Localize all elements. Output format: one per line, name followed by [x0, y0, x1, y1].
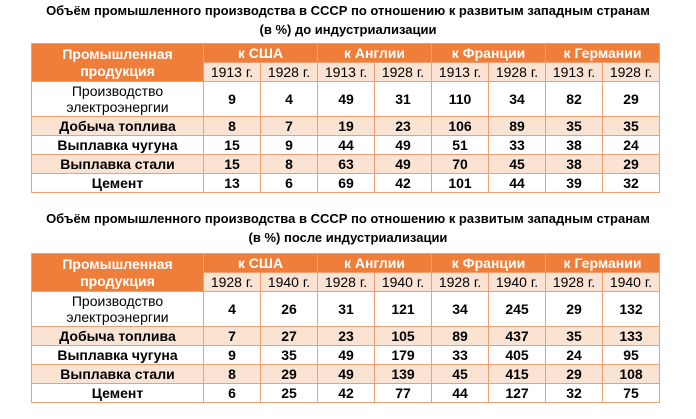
header-year: 1940 г.	[375, 273, 432, 292]
cell-value: 29	[546, 292, 603, 327]
cell-value: 45	[489, 155, 546, 174]
row-label: Выплавка стали	[32, 365, 204, 384]
cell-value: 33	[489, 136, 546, 155]
cell-value: 101	[432, 174, 489, 193]
cell-value: 415	[489, 365, 546, 384]
cell-value: 38	[546, 136, 603, 155]
cell-value: 8	[261, 155, 318, 174]
cell-value: 39	[546, 174, 603, 193]
cell-value: 4	[204, 292, 261, 327]
cell-value: 9	[261, 136, 318, 155]
cell-value: 105	[375, 327, 432, 346]
cell-value: 25	[261, 384, 318, 403]
cell-value: 35	[603, 117, 660, 136]
table-row	[32, 384, 660, 403]
cell-value: 77	[375, 384, 432, 403]
row-label: Цемент	[32, 174, 204, 193]
cell-value: 42	[318, 384, 375, 403]
cell-value: 437	[489, 327, 546, 346]
cell-value: 35	[261, 346, 318, 365]
header-year: 1928 г.	[318, 273, 375, 292]
cell-value: 34	[489, 82, 546, 117]
cell-value: 38	[546, 155, 603, 174]
row-label: Производство электроэнергии	[32, 292, 204, 327]
table-row	[32, 155, 660, 174]
header-year: 1928 г.	[204, 273, 261, 292]
cell-value: 63	[318, 155, 375, 174]
table-row	[32, 136, 660, 155]
cell-value: 29	[603, 155, 660, 174]
cell-value: 8	[204, 117, 261, 136]
cell-value: 405	[489, 346, 546, 365]
header-year: 1913 г.	[204, 63, 261, 82]
cell-value: 45	[432, 365, 489, 384]
header-product: Промышленная продукция	[32, 44, 204, 82]
header-country: к Англии	[318, 44, 432, 63]
header-year: 1913 г.	[432, 63, 489, 82]
row-label: Добыча топлива	[32, 327, 204, 346]
cell-value: 8	[204, 365, 261, 384]
cell-value: 27	[261, 327, 318, 346]
cell-value: 15	[204, 136, 261, 155]
cell-value: 121	[375, 292, 432, 327]
cell-value: 132	[603, 292, 660, 327]
cell-value: 31	[375, 82, 432, 117]
cell-value: 49	[318, 82, 375, 117]
title-line-2: (в %) до индустриализации	[259, 22, 437, 37]
row-label: Цемент	[32, 384, 204, 403]
header-country: к Франции	[432, 44, 546, 63]
header-country: к США	[204, 44, 318, 63]
header-year: 1913 г.	[318, 63, 375, 82]
cell-value: 35	[546, 117, 603, 136]
row-label: Выплавка чугуна	[32, 136, 204, 155]
title-line-1: Объём промышленного производства в СССР по отношению к развитым западным странам	[46, 211, 650, 226]
data-table	[31, 253, 660, 403]
cell-value: 44	[489, 174, 546, 193]
table-row	[32, 327, 660, 346]
cell-value: 6	[261, 174, 318, 193]
cell-value: 139	[375, 365, 432, 384]
title-line-1: Объём промышленного производства в СССР по отношению к развитым западным странам	[46, 3, 650, 18]
cell-value: 89	[432, 327, 489, 346]
title-line-2: (в %) после индустриализации	[248, 230, 448, 245]
table-row	[32, 365, 660, 384]
cell-value: 106	[432, 117, 489, 136]
header-country: к Франции	[432, 254, 546, 273]
cell-value: 19	[318, 117, 375, 136]
header-year: 1928 г.	[546, 273, 603, 292]
table-block-after	[0, 208, 696, 401]
cell-value: 133	[603, 327, 660, 346]
cell-value: 32	[546, 384, 603, 403]
cell-value: 35	[546, 327, 603, 346]
table-title	[0, 208, 696, 247]
cell-value: 6	[204, 384, 261, 403]
cell-value: 44	[318, 136, 375, 155]
cell-value: 110	[432, 82, 489, 117]
cell-value: 23	[375, 117, 432, 136]
cell-value: 49	[375, 155, 432, 174]
cell-value: 23	[318, 327, 375, 346]
cell-value: 82	[546, 82, 603, 117]
cell-value: 29	[546, 365, 603, 384]
cell-value: 95	[603, 346, 660, 365]
header-country: к Германии	[546, 44, 660, 63]
cell-value: 33	[432, 346, 489, 365]
cell-value: 245	[489, 292, 546, 327]
cell-value: 29	[603, 82, 660, 117]
header-country: к Англии	[318, 254, 432, 273]
data-table	[31, 43, 660, 193]
cell-value: 70	[432, 155, 489, 174]
header-year: 1940 г.	[603, 273, 660, 292]
cell-value: 49	[318, 365, 375, 384]
table-row	[32, 292, 660, 327]
header-year: 1940 г.	[261, 273, 318, 292]
cell-value: 179	[375, 346, 432, 365]
cell-value: 13	[204, 174, 261, 193]
table-title	[0, 0, 696, 39]
cell-value: 32	[603, 174, 660, 193]
cell-value: 29	[261, 365, 318, 384]
header-year: 1928 г.	[489, 63, 546, 82]
cell-value: 24	[603, 136, 660, 155]
header-year: 1928 г.	[375, 63, 432, 82]
row-label: Производство электроэнергии	[32, 82, 204, 117]
cell-value: 34	[432, 292, 489, 327]
cell-value: 89	[489, 117, 546, 136]
cell-value: 24	[546, 346, 603, 365]
cell-value: 9	[204, 82, 261, 117]
cell-value: 75	[603, 384, 660, 403]
table-row	[32, 117, 660, 136]
header-year: 1928 г.	[603, 63, 660, 82]
cell-value: 42	[375, 174, 432, 193]
header-country: к США	[204, 254, 318, 273]
cell-value: 15	[204, 155, 261, 174]
cell-value: 51	[432, 136, 489, 155]
table-row	[32, 174, 660, 193]
header-product: Промышленная продукция	[32, 254, 204, 292]
cell-value: 69	[318, 174, 375, 193]
cell-value: 108	[603, 365, 660, 384]
header-year: 1928 г.	[432, 273, 489, 292]
cell-value: 7	[204, 327, 261, 346]
header-year: 1940 г.	[489, 273, 546, 292]
row-label: Добыча топлива	[32, 117, 204, 136]
header-country: к Германии	[546, 254, 660, 273]
cell-value: 49	[318, 346, 375, 365]
cell-value: 26	[261, 292, 318, 327]
cell-value: 31	[318, 292, 375, 327]
cell-value: 9	[204, 346, 261, 365]
cell-value: 127	[489, 384, 546, 403]
cell-value: 49	[375, 136, 432, 155]
cell-value: 4	[261, 82, 318, 117]
table-row	[32, 346, 660, 365]
cell-value: 44	[432, 384, 489, 403]
header-year: 1913 г.	[546, 63, 603, 82]
table-block-before	[0, 0, 696, 191]
row-label: Выплавка чугуна	[32, 346, 204, 365]
cell-value: 7	[261, 117, 318, 136]
row-label: Выплавка стали	[32, 155, 204, 174]
header-year: 1928 г.	[261, 63, 318, 82]
table-row	[32, 82, 660, 117]
